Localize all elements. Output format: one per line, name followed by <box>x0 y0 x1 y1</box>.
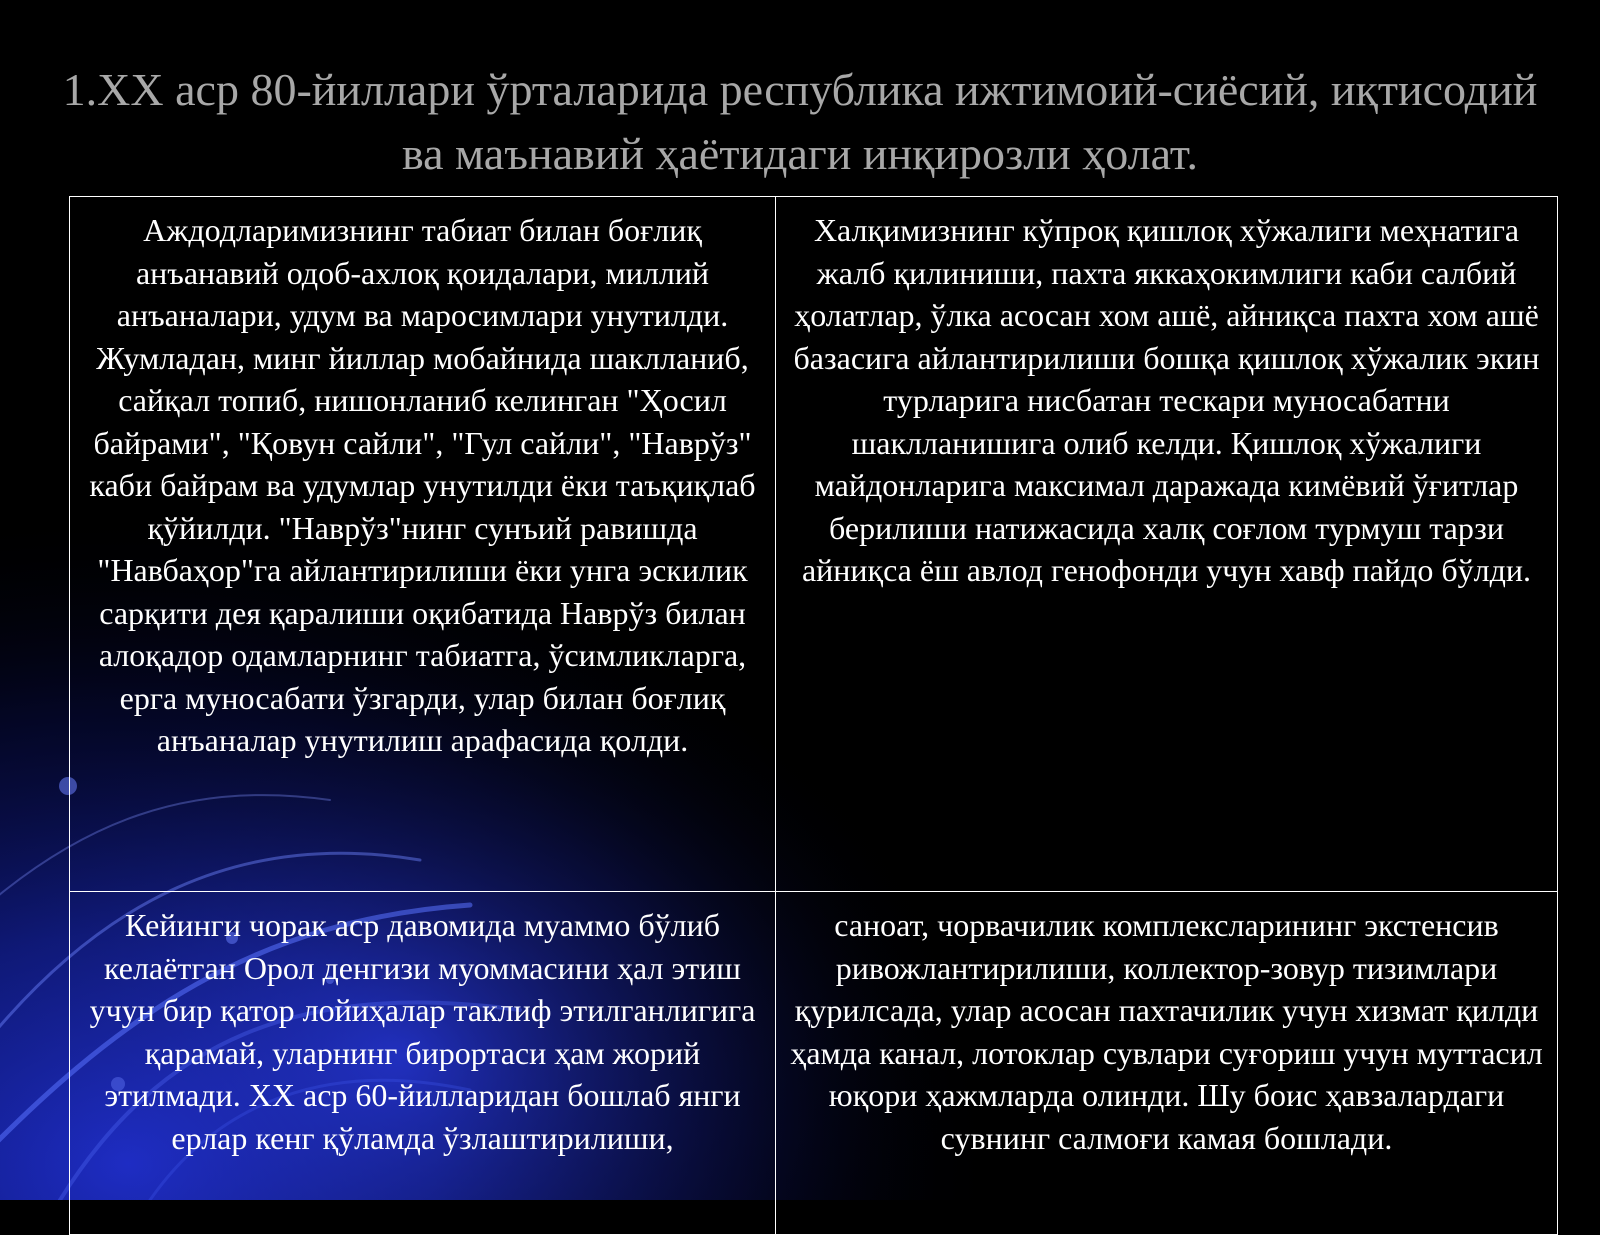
table-row <box>70 892 1558 1235</box>
table-cell-irrigation: саноат, чорвачилик комплексларининг экстенсив ривожлантирилиши, коллектор-зовур тизимлари қурилсада, улар асосан пахтачилик учун хизмат қилди ҳамда канал, лотоклар сувлари суғориш учун муттасил юқори ҳажмларда олинди. Шу боис ҳавзалардаги сувнинг салмоғи камая бошлади. <box>776 892 1558 1235</box>
content-table <box>69 196 1558 1235</box>
table-cell-traditions: Аждодларимизнинг табиат билан боғлиқ анъанавий одоб-ахлоқ қоидалари, миллий анъаналари, удум ва маросимлари унутилди. Жумладан, минг йиллар мобайнида шаклланиб, сайқал топиб, нишонланиб келинган "Ҳосил байрами", "Қовун сайли", "Гул сайли", "Наврўз" каби байрам ва удумлар унутилди ёки таъқиқлаб қўйилди. "Наврўз"нинг сунъий равишда "Навбаҳор"га айлантирилиши ёки унга эскилик сарқити дея қаралиши оқибатида Наврўз билан алоқадор одамларнинг табиатга, ўсимликларга, ерга муносабати ўзгарди, улар билан боғлиқ анъаналар унутилиш арафасида қолди. <box>70 197 776 892</box>
slide-title: 1.ХХ аср 80-йиллари ўрталарида республика ижтимоий-сиёсий, иқтисодий ва маънавий ҳаётидаги инқирозли ҳолат. <box>62 64 1538 179</box>
table-row <box>70 197 1558 892</box>
table-cell-aral-sea: Кейинги чорак аср давомида муаммо бўлиб келаётган Орол денгизи муоммасини ҳал этиш учун бир қатор лойиҳалар таклиф этилганлигига қарамай, уларнинг бирортаси ҳам жорий этилмади. ХХ аср 60-йилларидан бошлаб янги ерлар кенг қўламда ўзлаштирилиши, <box>70 892 776 1235</box>
table-cell-agriculture: Халқимизнинг кўпроқ қишлоқ хўжалиги меҳнатига жалб қилиниши, пахта яккаҳокимлиги каби салбий ҳолатлар, ўлка асосан хом ашё, айниқса пахта хом ашё базасига айлантирилиши бошқа қишлоқ хўжалик экин турларига нисбатан тескари муносабатни шаклланишига олиб келди. Қишлоқ хўжалиги майдонларига максимал даражада кимёвий ўғитлар берилиши натижасида халқ соғлом турмуш тарзи айниқса ёш авлод генофонди учун хавф пайдо бўлди. <box>776 197 1558 892</box>
